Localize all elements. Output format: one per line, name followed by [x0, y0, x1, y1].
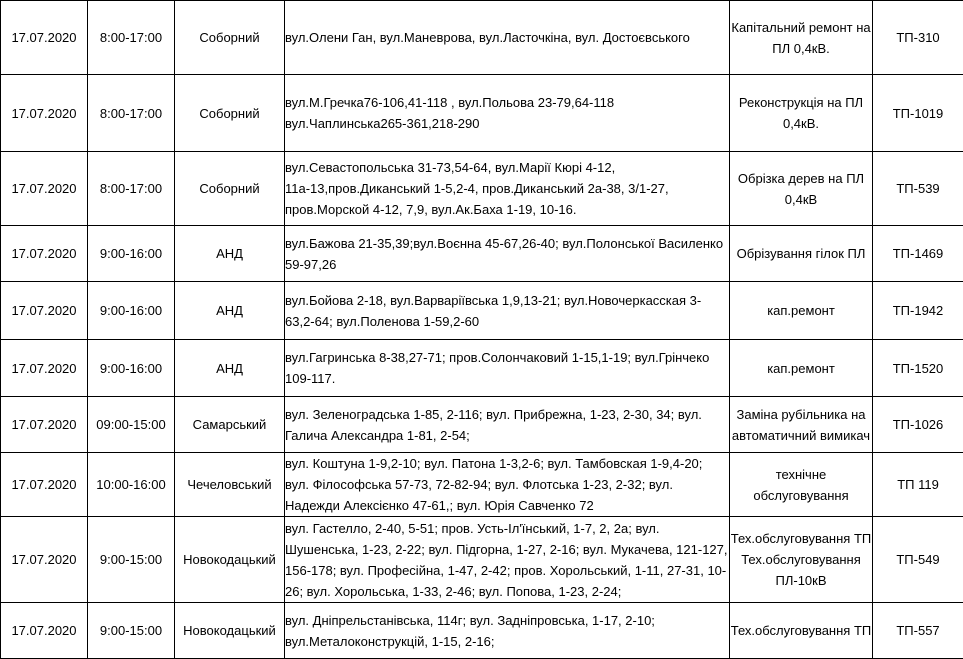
date-cell: 17.07.2020 — [1, 340, 88, 397]
address-cell: вул.М.Гречка76-106,41-118 , вул.Польова 23-79,64-118 вул.Чаплинська265-361,218-290 — [285, 75, 730, 152]
table-row — [1, 453, 963, 517]
address-cell: вул.Севастопольська 31-73,54-64, вул.Марії Кюрі 4-12, 11а-13,пров.Диканський 1-5,2-4, пров.Диканський 2а-38, 3/1-27, пров.Морской 4-12, 7,9, вул.Ак.Баха 1-19, 10-16. — [285, 152, 730, 226]
district-cell: Соборний — [175, 75, 285, 152]
district-cell: Соборний — [175, 1, 285, 75]
time-cell: 09:00-15:00 — [88, 397, 175, 453]
substation-cell: ТП-310 — [873, 1, 963, 75]
date-cell: 17.07.2020 — [1, 282, 88, 340]
substation-cell: ТП-1026 — [873, 397, 963, 453]
table-row — [1, 75, 963, 152]
work-type-cell: Тех.обслуговування ТП Тех.обслуговування ПЛ-10кВ — [730, 517, 873, 603]
table-row — [1, 226, 963, 282]
substation-cell: ТП-549 — [873, 517, 963, 603]
work-type-cell: Реконструкція на ПЛ 0,4кВ. — [730, 75, 873, 152]
work-type-cell: технічне обслуговування — [730, 453, 873, 517]
table-row — [1, 517, 963, 603]
work-type-cell: Капітальний ремонт на ПЛ 0,4кВ. — [730, 1, 873, 75]
substation-cell: ТП-1942 — [873, 282, 963, 340]
date-cell: 17.07.2020 — [1, 1, 88, 75]
substation-cell: ТП-1019 — [873, 75, 963, 152]
table-row — [1, 397, 963, 453]
district-cell: Соборний — [175, 152, 285, 226]
address-cell: вул. Коштуна 1-9,2-10; вул. Патона 1-3,2-6; вул. Тамбовская 1-9,4-20; вул. Філософська 57-73, 72-82-94; вул. Флотська 1-23, 2-32; вул. Надежди Алексієнко 47-61,; вул. Юрія Савченко 72 — [285, 453, 730, 517]
time-cell: 8:00-17:00 — [88, 152, 175, 226]
date-cell: 17.07.2020 — [1, 397, 88, 453]
address-cell: вул.Олени Ган, вул.Маневрова, вул.Ласточкіна, вул. Достоєвського — [285, 1, 730, 75]
time-cell: 9:00-15:00 — [88, 603, 175, 659]
time-cell: 9:00-15:00 — [88, 517, 175, 603]
address-cell: вул. Дніпрельстанівська, 114г; вул. Задніпровська, 1-17, 2-10; вул.Металоконструкцій, 1-15, 2-16; — [285, 603, 730, 659]
district-cell: АНД — [175, 226, 285, 282]
date-cell: 17.07.2020 — [1, 75, 88, 152]
work-type-cell: Обрізка дерев на ПЛ 0,4кВ — [730, 152, 873, 226]
substation-cell: ТП-557 — [873, 603, 963, 659]
time-cell: 8:00-17:00 — [88, 1, 175, 75]
date-cell: 17.07.2020 — [1, 152, 88, 226]
district-cell: Самарський — [175, 397, 285, 453]
district-cell: АНД — [175, 282, 285, 340]
time-cell: 10:00-16:00 — [88, 453, 175, 517]
district-cell: Чечеловський — [175, 453, 285, 517]
address-cell: вул.Бойова 2-18, вул.Варваріївська 1,9,13-21; вул.Новочеркасская 3-63,2-64; вул.Поленова 1-59,2-60 — [285, 282, 730, 340]
table-row — [1, 152, 963, 226]
substation-cell: ТП-539 — [873, 152, 963, 226]
work-type-cell: Обрізування гілок ПЛ — [730, 226, 873, 282]
work-type-cell: Тех.обслуговування ТП — [730, 603, 873, 659]
date-cell: 17.07.2020 — [1, 603, 88, 659]
district-cell: Новокодацький — [175, 603, 285, 659]
date-cell: 17.07.2020 — [1, 226, 88, 282]
address-cell: вул. Гастелло, 2-40, 5-51; пров. Усть-Іл'їнський, 1-7, 2, 2а; вул. Шушенська, 1-23, 2-22; вул. Підгорна, 1-27, 2-16; вул. Мукачева, 121-127, 156-178; вул. Професійна, 1-47, 2-42; пров. Хорольський, 1-11, 27-31, 10-26; вул. Хорольська, 1-33, 2-46; вул. Попова, 1-23, 2-24; — [285, 517, 730, 603]
table-body — [1, 1, 963, 659]
district-cell: Новокодацький — [175, 517, 285, 603]
work-type-cell: Заміна рубільника на автоматичний вимикач — [730, 397, 873, 453]
substation-cell: ТП-1520 — [873, 340, 963, 397]
table-row — [1, 340, 963, 397]
work-type-cell: кап.ремонт — [730, 282, 873, 340]
time-cell: 8:00-17:00 — [88, 75, 175, 152]
work-type-cell: кап.ремонт — [730, 340, 873, 397]
time-cell: 9:00-16:00 — [88, 340, 175, 397]
address-cell: вул.Гагринська 8-38,27-71; пров.Солончаковий 1-15,1-19; вул.Грінчеко 109-117. — [285, 340, 730, 397]
table-row — [1, 603, 963, 659]
substation-cell: ТП 119 — [873, 453, 963, 517]
time-cell: 9:00-16:00 — [88, 282, 175, 340]
substation-cell: ТП-1469 — [873, 226, 963, 282]
date-cell: 17.07.2020 — [1, 517, 88, 603]
table-row — [1, 282, 963, 340]
time-cell: 9:00-16:00 — [88, 226, 175, 282]
address-cell: вул.Бажова 21-35,39;вул.Воєнна 45-67,26-40; вул.Полонської Василенко 59-97,26 — [285, 226, 730, 282]
district-cell: АНД — [175, 340, 285, 397]
address-cell: вул. Зеленоградська 1-85, 2-116; вул. Прибрежна, 1-23, 2-30, 34; вул. Галича Александра 1-81, 2-54; — [285, 397, 730, 453]
date-cell: 17.07.2020 — [1, 453, 88, 517]
table-row — [1, 1, 963, 75]
